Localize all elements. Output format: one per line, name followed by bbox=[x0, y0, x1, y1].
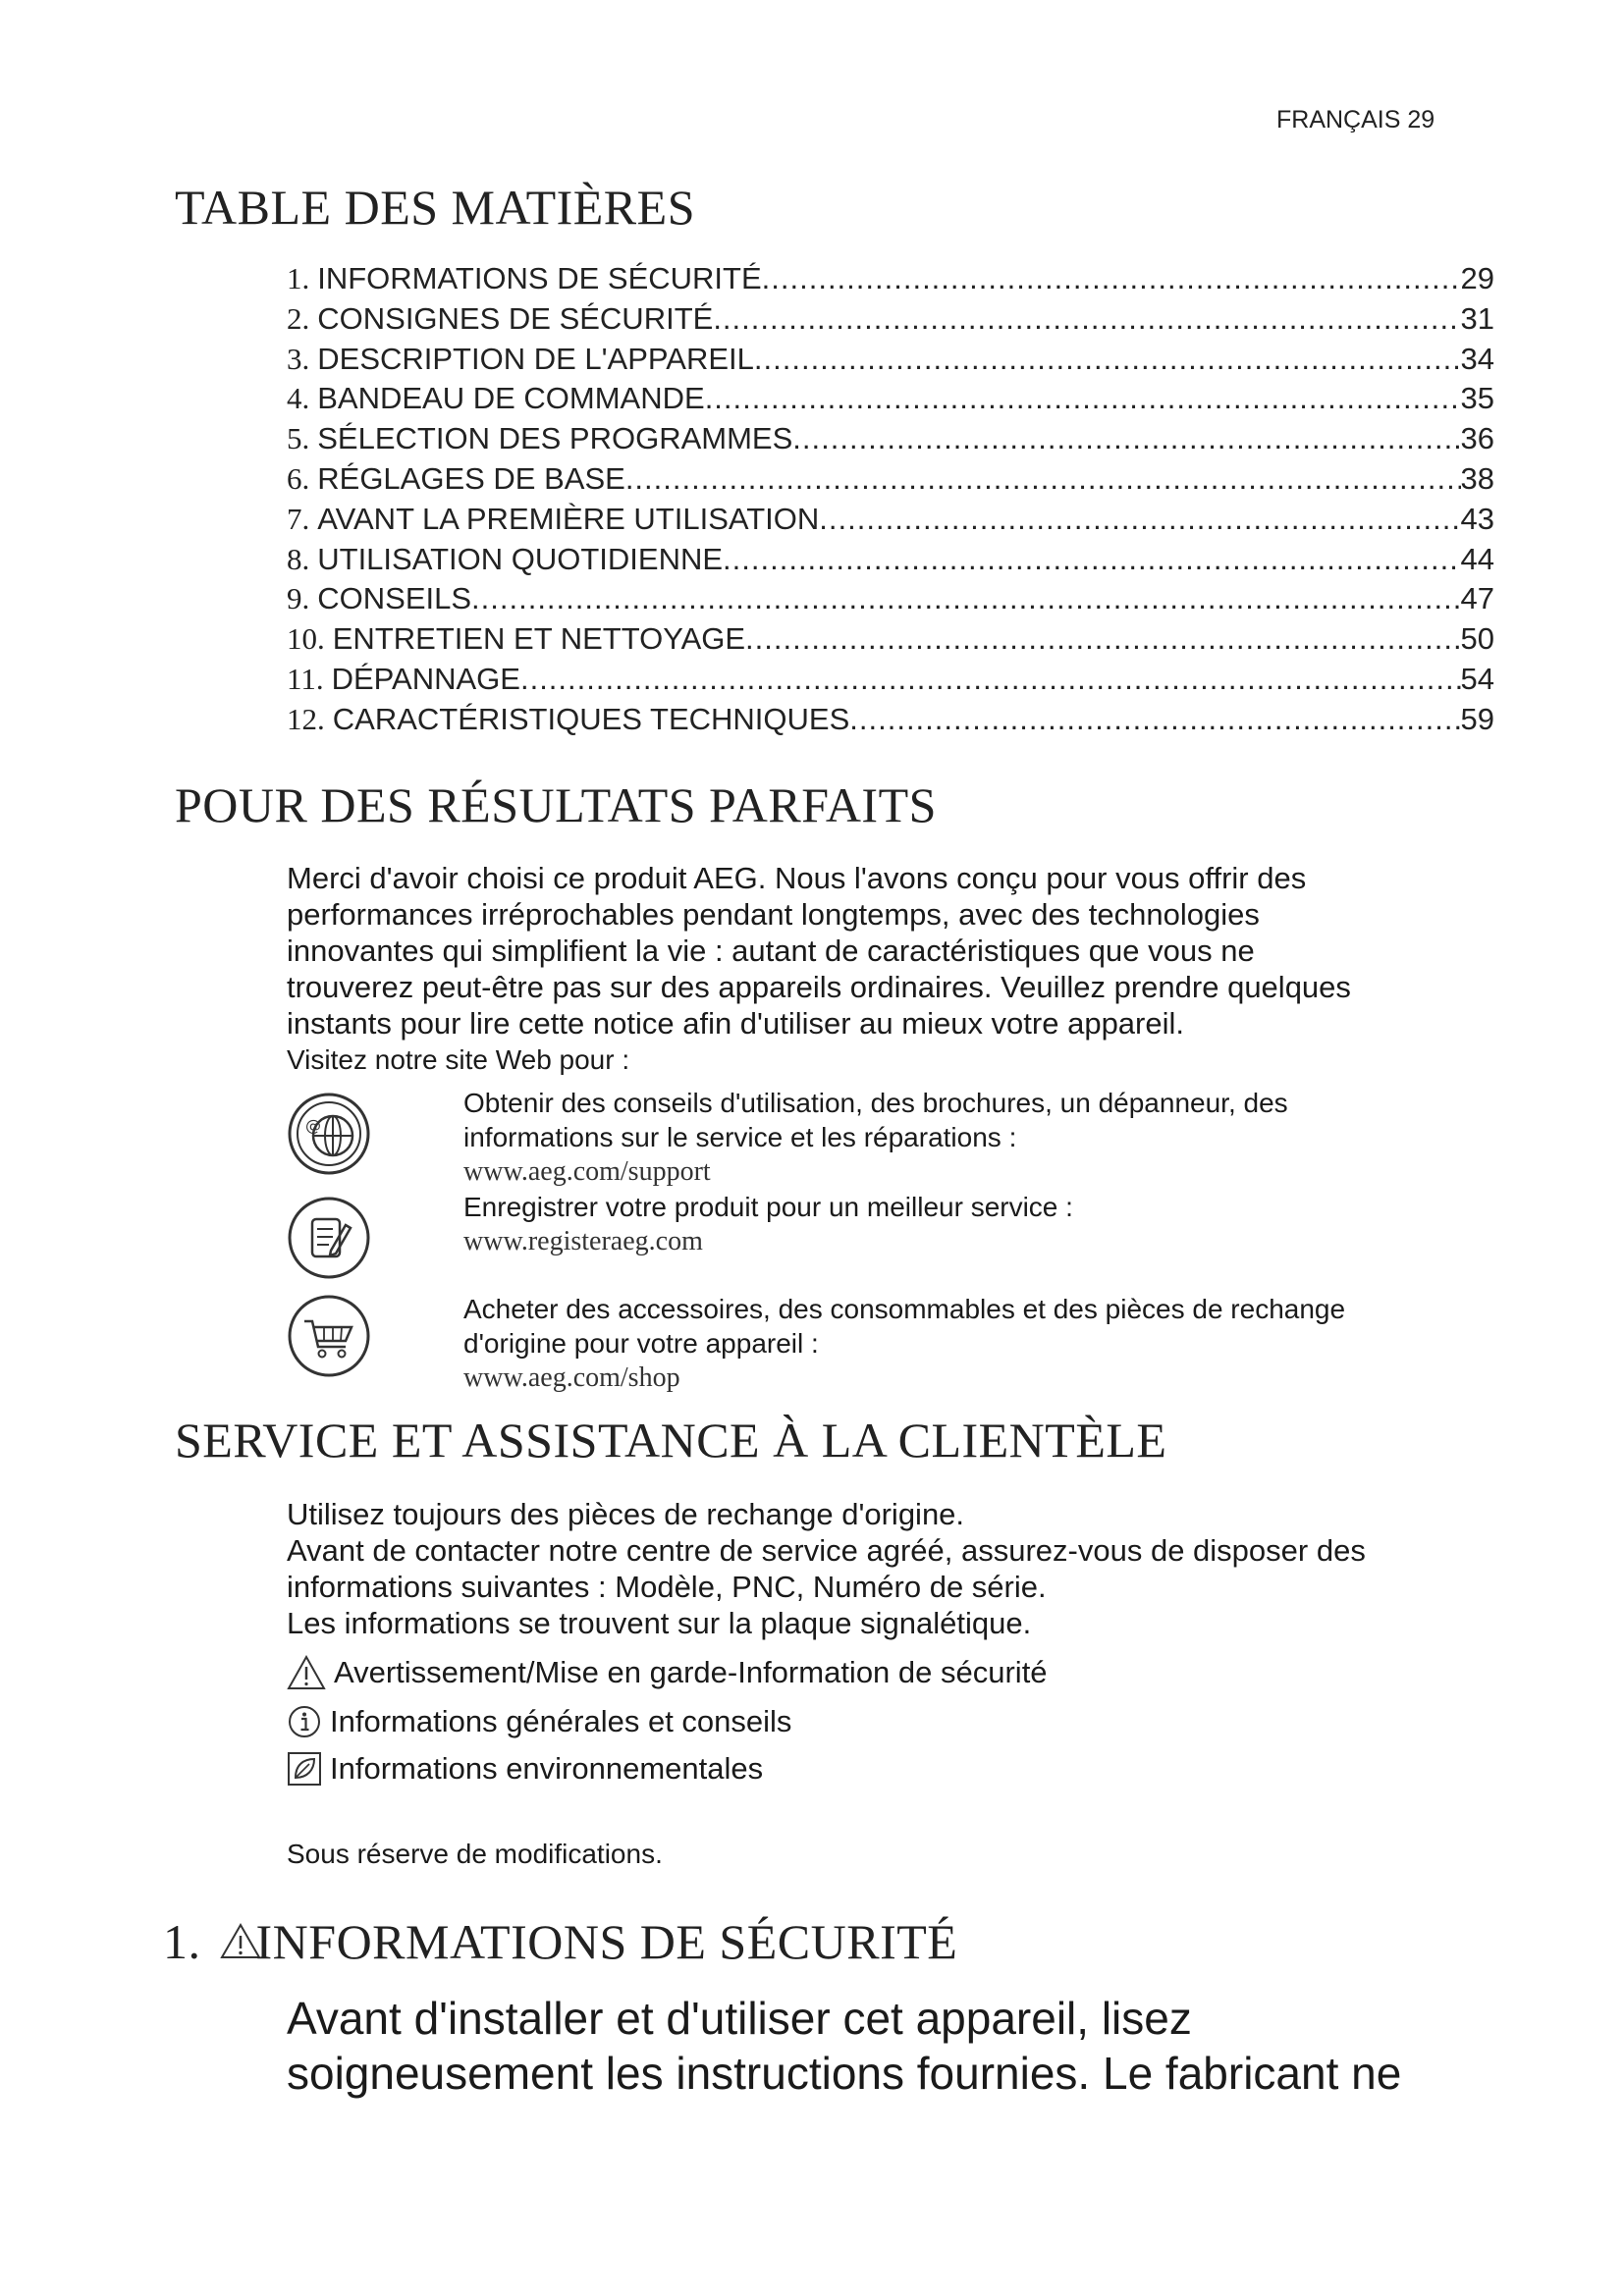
toc-leader-dots bbox=[471, 581, 1460, 616]
toc-item[interactable] bbox=[287, 381, 1494, 421]
service-paragraph bbox=[287, 1496, 1514, 1641]
paragraph-line: instants pour lire cette notice afin d'utiliser au mieux votre appareil. bbox=[287, 1006, 1185, 1041]
toc-item-title: BANDEAU DE COMMANDE bbox=[317, 381, 705, 416]
toc-item-title: CONSIGNES DE SÉCURITÉ bbox=[317, 300, 714, 336]
paragraph-line: trouverez peut-être pas sur des appareils ordinaires. Veuillez prendre quelques bbox=[287, 970, 1351, 1004]
toc-item-number: 7. bbox=[287, 501, 310, 536]
toc-item-page: 29 bbox=[1460, 261, 1494, 295]
paragraph-line: performances irréprochables pendant longtemps, avec des technologies bbox=[287, 897, 1260, 932]
info-icon bbox=[287, 1704, 322, 1739]
warning-icon bbox=[287, 1655, 326, 1690]
toc-item-title: DESCRIPTION DE L'APPAREIL bbox=[317, 341, 754, 376]
toc-leader-dots bbox=[723, 542, 1460, 577]
toc-leader-dots bbox=[745, 621, 1460, 657]
toc-item[interactable] bbox=[287, 621, 1494, 662]
section-title: INFORMATIONS DE SÉCURITÉ bbox=[255, 1914, 958, 1969]
leaf-icon bbox=[287, 1751, 322, 1787]
toc-item-number: 3. bbox=[287, 341, 310, 376]
toc-item-page: 47 bbox=[1460, 581, 1494, 616]
web-item-line: informations sur le service et les réparations : bbox=[463, 1122, 1017, 1152]
results-heading: POUR DES RÉSULTATS PARFAITS bbox=[175, 777, 937, 832]
toc-item-title: CARACTÉRISTIQUES TECHNIQUES bbox=[332, 701, 850, 736]
legend-label: Avertissement/Mise en garde-Information de sécurité bbox=[334, 1655, 1048, 1689]
toc-item-number: 9. bbox=[287, 581, 310, 616]
cart-icon bbox=[287, 1294, 371, 1378]
toc-item-page: 44 bbox=[1460, 541, 1494, 576]
paragraph-line: Merci d'avoir choisi ce produit AEG. Nous l'avons conçu pour vous offrir des bbox=[287, 861, 1307, 895]
web-item-line: Obtenir des conseils d'utilisation, des brochures, un dépanneur, des bbox=[463, 1088, 1288, 1118]
web-item-line: Acheter des accessoires, des consommables et des pièces de rechange bbox=[463, 1294, 1346, 1324]
paragraph-line: Les informations se trouvent sur la plaque signalétique. bbox=[287, 1606, 1032, 1640]
note-line: Sous réserve de modifications. bbox=[287, 1839, 663, 1869]
toc-item-number: 1. bbox=[287, 261, 310, 295]
toc-item[interactable] bbox=[287, 421, 1494, 461]
toc-item-number: 11. bbox=[287, 661, 324, 696]
intro-line: Avant d'installer et d'utiliser cet appareil, lisez bbox=[287, 1993, 1192, 2044]
toc-item[interactable] bbox=[287, 542, 1494, 582]
toc-item-number: 12. bbox=[287, 701, 325, 736]
toc-item-page: 38 bbox=[1460, 460, 1494, 496]
toc-item[interactable] bbox=[287, 662, 1494, 702]
intro-line: soigneusement les instructions fournies. Le fabricant ne bbox=[287, 2048, 1402, 2099]
legend-info bbox=[287, 1704, 791, 1739]
toc-item-page: 59 bbox=[1460, 701, 1494, 736]
paragraph-line: Avant de contacter notre centre de service agréé, assurez-vous de disposer des bbox=[287, 1533, 1366, 1568]
legend-environment bbox=[287, 1751, 763, 1787]
toc-item[interactable] bbox=[287, 461, 1494, 502]
toc-item-page: 50 bbox=[1460, 621, 1494, 657]
toc-leader-dots bbox=[819, 502, 1460, 537]
results-paragraph bbox=[287, 860, 1514, 1078]
shop-link[interactable]: www.aeg.com/shop bbox=[463, 1362, 680, 1393]
table-of-contents bbox=[287, 261, 1494, 742]
paragraph-line: informations suivantes : Modèle, PNC, Numéro de série. bbox=[287, 1570, 1047, 1604]
toc-item-page: 43 bbox=[1460, 501, 1494, 536]
toc-leader-dots bbox=[754, 342, 1461, 377]
legend-warning bbox=[287, 1655, 1048, 1690]
toc-leader-dots bbox=[762, 261, 1461, 296]
toc-leader-dots bbox=[792, 421, 1460, 456]
toc-item[interactable] bbox=[287, 502, 1494, 542]
safety-intro bbox=[287, 1991, 1401, 2101]
toc-item-number: 5. bbox=[287, 421, 310, 456]
modifications-note bbox=[287, 1836, 1514, 1872]
svg-text:@: @ bbox=[305, 1116, 321, 1135]
toc-item-page: 54 bbox=[1460, 661, 1494, 696]
toc-item[interactable] bbox=[287, 581, 1494, 621]
toc-item-page: 36 bbox=[1460, 421, 1494, 456]
section-number: 1. bbox=[163, 1914, 201, 1969]
toc-leader-dots bbox=[625, 461, 1461, 497]
web-item-support bbox=[463, 1086, 1288, 1189]
web-item-shop bbox=[463, 1292, 1345, 1395]
paragraph-line: Visitez notre site Web pour : bbox=[287, 1044, 630, 1075]
web-item-line: d'origine pour votre appareil : bbox=[463, 1328, 819, 1359]
safety-heading bbox=[163, 1913, 957, 1970]
toc-item-page: 31 bbox=[1460, 300, 1494, 336]
toc-item[interactable] bbox=[287, 342, 1494, 382]
toc-item-number: 4. bbox=[287, 381, 310, 416]
support-link[interactable]: www.aeg.com/support bbox=[463, 1156, 711, 1187]
toc-item-number: 8. bbox=[287, 541, 310, 576]
legend-label: Informations environnementales bbox=[330, 1751, 764, 1786]
toc-item-page: 35 bbox=[1460, 381, 1494, 416]
toc-item-title: RÉGLAGES DE BASE bbox=[317, 460, 625, 496]
toc-item-number: 2. bbox=[287, 300, 310, 336]
toc-item[interactable] bbox=[287, 702, 1494, 742]
register-icon bbox=[287, 1196, 371, 1280]
paragraph-line: Utilisez toujours des pièces de rechange d'origine. bbox=[287, 1497, 965, 1531]
toc-item[interactable] bbox=[287, 261, 1494, 301]
page-header-language: FRANÇAIS 29 bbox=[1276, 106, 1435, 133]
service-heading: SERVICE ET ASSISTANCE À LA CLIENTÈLE bbox=[175, 1413, 1167, 1468]
toc-leader-dots bbox=[705, 381, 1461, 416]
toc-item-number: 6. bbox=[287, 460, 310, 496]
toc-item-title: ENTRETIEN ET NETTOYAGE bbox=[332, 621, 746, 657]
paragraph-line: innovantes qui simplifient la vie : autant de caractéristiques que vous ne bbox=[287, 934, 1255, 968]
web-item-line: Enregistrer votre produit pour un meilleur service : bbox=[463, 1192, 1073, 1222]
toc-item-title: DÉPANNAGE bbox=[331, 661, 520, 696]
legend-label: Informations générales et conseils bbox=[330, 1704, 792, 1738]
toc-leader-dots bbox=[520, 662, 1461, 697]
globe-icon bbox=[287, 1092, 371, 1176]
toc-item-title: UTILISATION QUOTIDIENNE bbox=[317, 541, 724, 576]
toc-heading: TABLE DES MATIÈRES bbox=[175, 180, 695, 235]
web-item-register bbox=[463, 1190, 1073, 1258]
toc-item-number: 10. bbox=[287, 621, 325, 657]
toc-leader-dots bbox=[713, 301, 1460, 337]
toc-item-title: AVANT LA PREMIÈRE UTILISATION bbox=[317, 501, 820, 536]
register-link[interactable]: www.registeraeg.com bbox=[463, 1226, 703, 1256]
toc-item-page: 34 bbox=[1460, 341, 1494, 376]
toc-item[interactable] bbox=[287, 301, 1494, 342]
toc-item-title: CONSEILS bbox=[317, 581, 472, 616]
toc-item-title: SÉLECTION DES PROGRAMMES bbox=[317, 421, 793, 456]
toc-leader-dots bbox=[849, 702, 1460, 737]
toc-item-title: INFORMATIONS DE SÉCURITÉ bbox=[317, 261, 762, 295]
